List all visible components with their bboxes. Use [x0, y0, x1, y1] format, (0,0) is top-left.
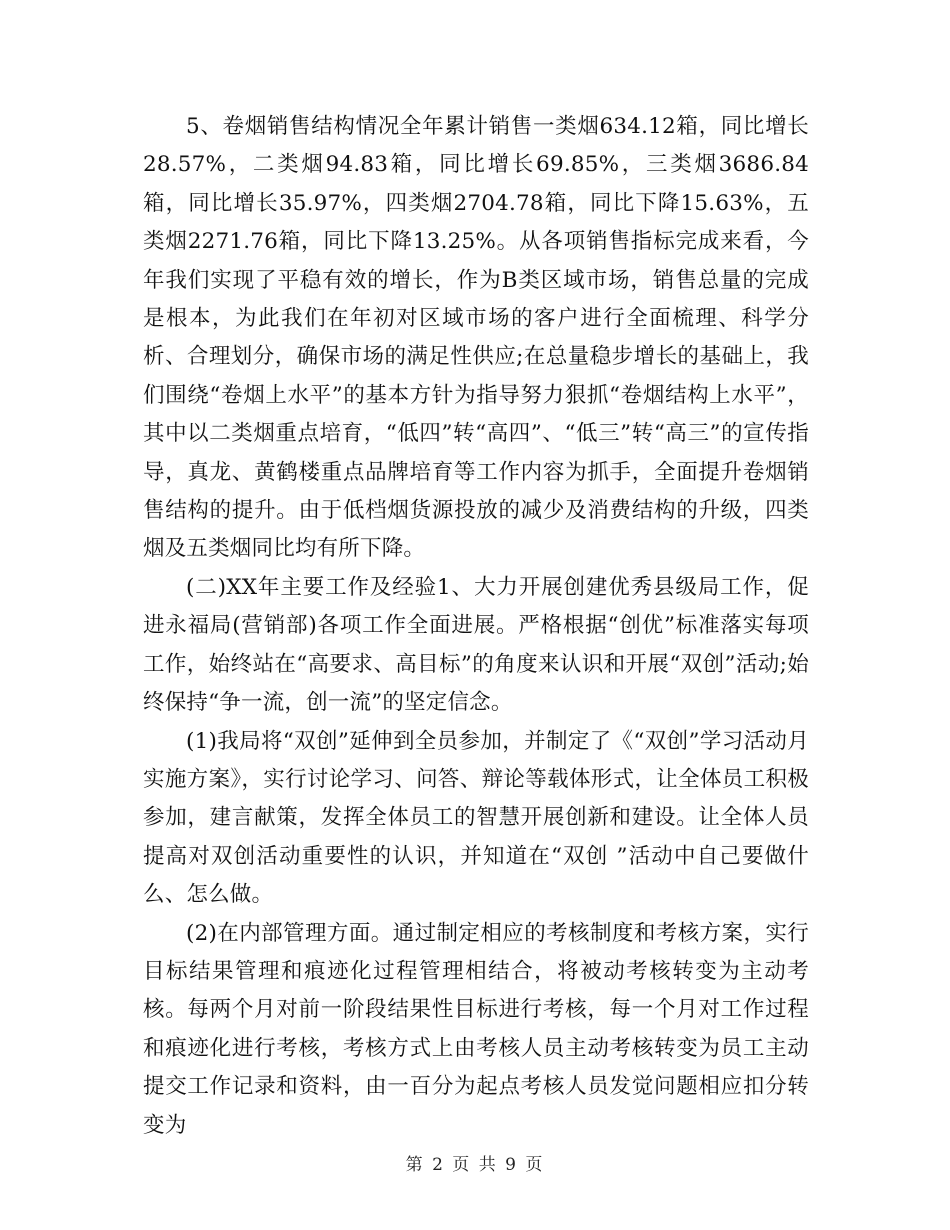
paragraph-shuangchuang: (1)我局将“双创”延伸到全员参加，并制定了《“双创”学习活动月实施方案》，实行讨论学习、问答、辩论等载体形式，让全体员工积极参加，建言献策，发挥全体员工的智慧开展创新和建设。让全体人员提高对双创活动重要性的认识，并知道在“双创 ”活动中自己要做什么、怎么做。	[143, 728, 809, 908]
document-body	[143, 108, 809, 1145]
page-number-footer: 第 2 页 共 9 页	[405, 1155, 545, 1175]
paragraph-internal-management: (2)在内部管理方面。通过制定相应的考核制度和考核方案，实行目标结果管理和痕迹化过程管理相结合，将被动考核转变为主动考核。每两个月对前一阶段结果性目标进行考核，每一个月对工作过程和痕迹化进行考核，考核方式上由考核人员主动考核转变为员工主动提交工作记录和资料，由一百分为起点考核人员发觉问题相应扣分转变为	[143, 920, 809, 1138]
paragraph-main-work: (二)XX年主要工作及经验1、大力开展创建优秀县级局工作，促进永福局(营销部)各项工作全面进展。严格根据“创优”标准落实每项工作，始终站在“高要求、高目标”的角度来认识和开展“双创”活动;始终保持“争一流，创一流”的坚定信念。	[143, 574, 809, 716]
paragraph-sales-structure: 5、卷烟销售结构情况全年累计销售一类烟634.12箱，同比增长28.57%，二类烟94.83箱，同比增长69.85%，三类烟3686.84箱，同比增长35.97%，四类烟2704.78箱，同比下降15.63%，五类烟2271.76箱，同比下降13.25%。从各项销售指标完成来看，今年我们实现了平稳有效的增长，作为B类区域市场，销售总量的完成是根本，为此我们在年初对区域市场的客户进行全面梳理、科学分析、合理划分，确保市场的满足性供应;在总量稳步增长的基础上，我们围绕“卷烟上水平”的基本方针为指导努力狠抓“卷烟结构上水平”，其中以二类烟重点培育，“低四”转“高四”、“低三”转“高三”的宣传指导，真龙、黄鹤楼重点品牌培育等工作内容为抓手，全面提升卷烟销售结构的提升。由于低档烟货源投放的减少及消费结构的升级，四类烟及五类烟同比均有所下降。	[143, 114, 809, 562]
